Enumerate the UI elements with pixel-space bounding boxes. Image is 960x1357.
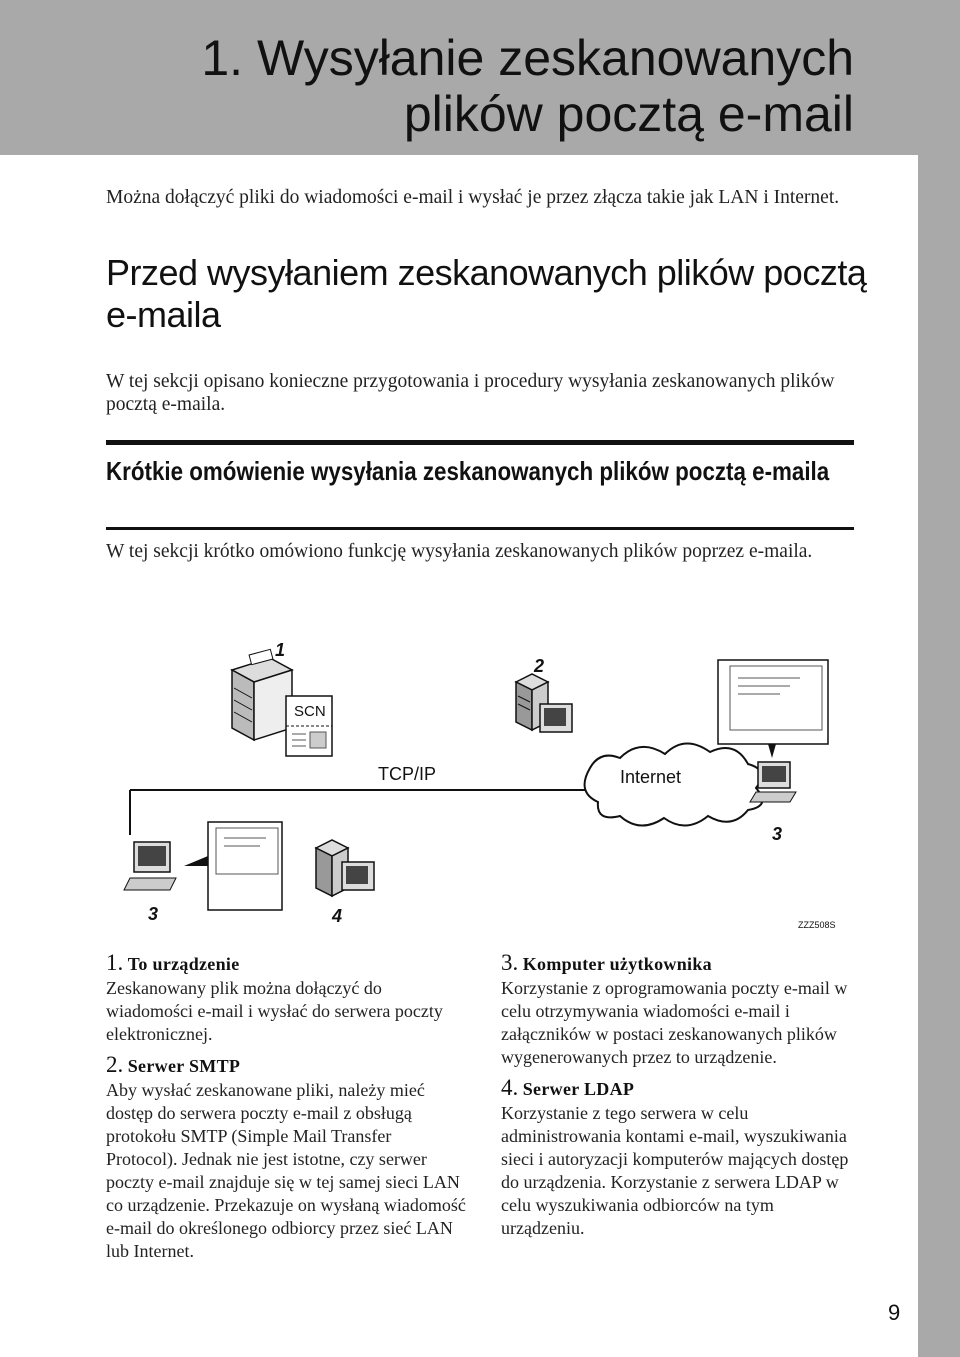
item-title: To urządzenie xyxy=(127,954,240,974)
item-text: Korzystanie z tego serwera w celu administrowania kontami e-mail, wyszukiwania sieci i autoryzacji komputerów mających dostęp do urządzenia. Korzystanie z serwera LDAP w celu wyszukiwania odbiorców na tym urządzeniu. xyxy=(501,1103,849,1238)
list-item xyxy=(106,1052,466,1263)
page-number: 9 xyxy=(888,1300,901,1325)
item-number: 4. xyxy=(501,1075,519,1100)
chapter-title-line-1: 1. Wysyłanie zeskanowanych xyxy=(201,30,854,86)
section-description: W tej sekcji opisano konieczne przygotowania i procedury wysyłania zeskanowanych plików pocztą e-maila. xyxy=(106,371,835,415)
subsection-rule-bottom xyxy=(106,527,854,530)
ldap-server-icon xyxy=(316,840,374,896)
user-computer-left-icon xyxy=(124,822,282,910)
internet-label: Internet xyxy=(620,767,682,787)
device-icon xyxy=(232,649,292,740)
diagram-code: ZZZ508S xyxy=(798,920,836,930)
item-title: Serwer LDAP xyxy=(522,1079,635,1099)
side-tab-band xyxy=(918,155,960,1357)
item-text: Aby wysłać zeskanowane pliki, należy mieć dostęp do serwera poczty e-mail z obsługą protokołu SMTP (Simple Mail Transfer Protocol). Jednak nie jest istotne, czy serwer poczty e-mail znajduje się w tej samej sieci LAN co urządzenie. Przekazuje on wysłaną wiadomość e-mail do określonego odbiorcy przez sieć LAN lub Internet. xyxy=(106,1080,466,1261)
chapter-title-line-2: plików pocztą e-mail xyxy=(403,86,854,142)
intro-paragraph: Można dołączyć pliki do wiadomości e-mail i wysłać je przez złącza takie jak LAN i Internet. xyxy=(106,187,840,208)
items-right-column xyxy=(501,950,861,1246)
tcpip-label: TCP/IP xyxy=(378,764,437,784)
items-left-column xyxy=(106,950,466,1269)
item-text: Korzystanie z oprogramowania poczty e-mail w celu otrzymywania wiadomości e-mail i załączników w postaci zeskanowanych plików wygenerowanych przez to urządzenie. xyxy=(501,978,848,1067)
smtp-server-icon xyxy=(516,674,572,732)
label-3-right: 3 xyxy=(772,824,783,844)
subsection-title: Krótkie omówienie wysyłania zeskanowanych plików pocztą e-maila xyxy=(106,456,830,486)
scn-label: SCN xyxy=(294,703,326,720)
list-item xyxy=(106,950,466,1046)
item-number: 2. xyxy=(106,1052,124,1077)
subsection-rule-top xyxy=(106,440,854,445)
network-diagram xyxy=(120,630,840,935)
item-number: 1. xyxy=(106,950,124,975)
item-title: Serwer SMTP xyxy=(127,1056,241,1076)
label-1: 1 xyxy=(275,640,286,660)
item-number: 3. xyxy=(501,950,519,975)
list-item xyxy=(501,1075,861,1240)
chapter-title xyxy=(34,30,854,142)
subsection-description: W tej sekcji krótko omówiono funkcję wysyłania zeskanowanych plików poprzez e-maila. xyxy=(106,541,813,562)
list-item xyxy=(501,950,861,1069)
label-4: 4 xyxy=(332,906,343,926)
item-title: Komputer użytkownika xyxy=(522,954,712,974)
section-title: Przed wysyłaniem zeskanowanych plików pocztą e-maila xyxy=(106,252,867,335)
item-text: Zeskanowany plik można dołączyć do wiadomości e-mail i wysłać do serwera poczty elektronicznej. xyxy=(106,978,443,1044)
label-2: 2 xyxy=(534,656,545,676)
label-3-left: 3 xyxy=(148,904,159,924)
